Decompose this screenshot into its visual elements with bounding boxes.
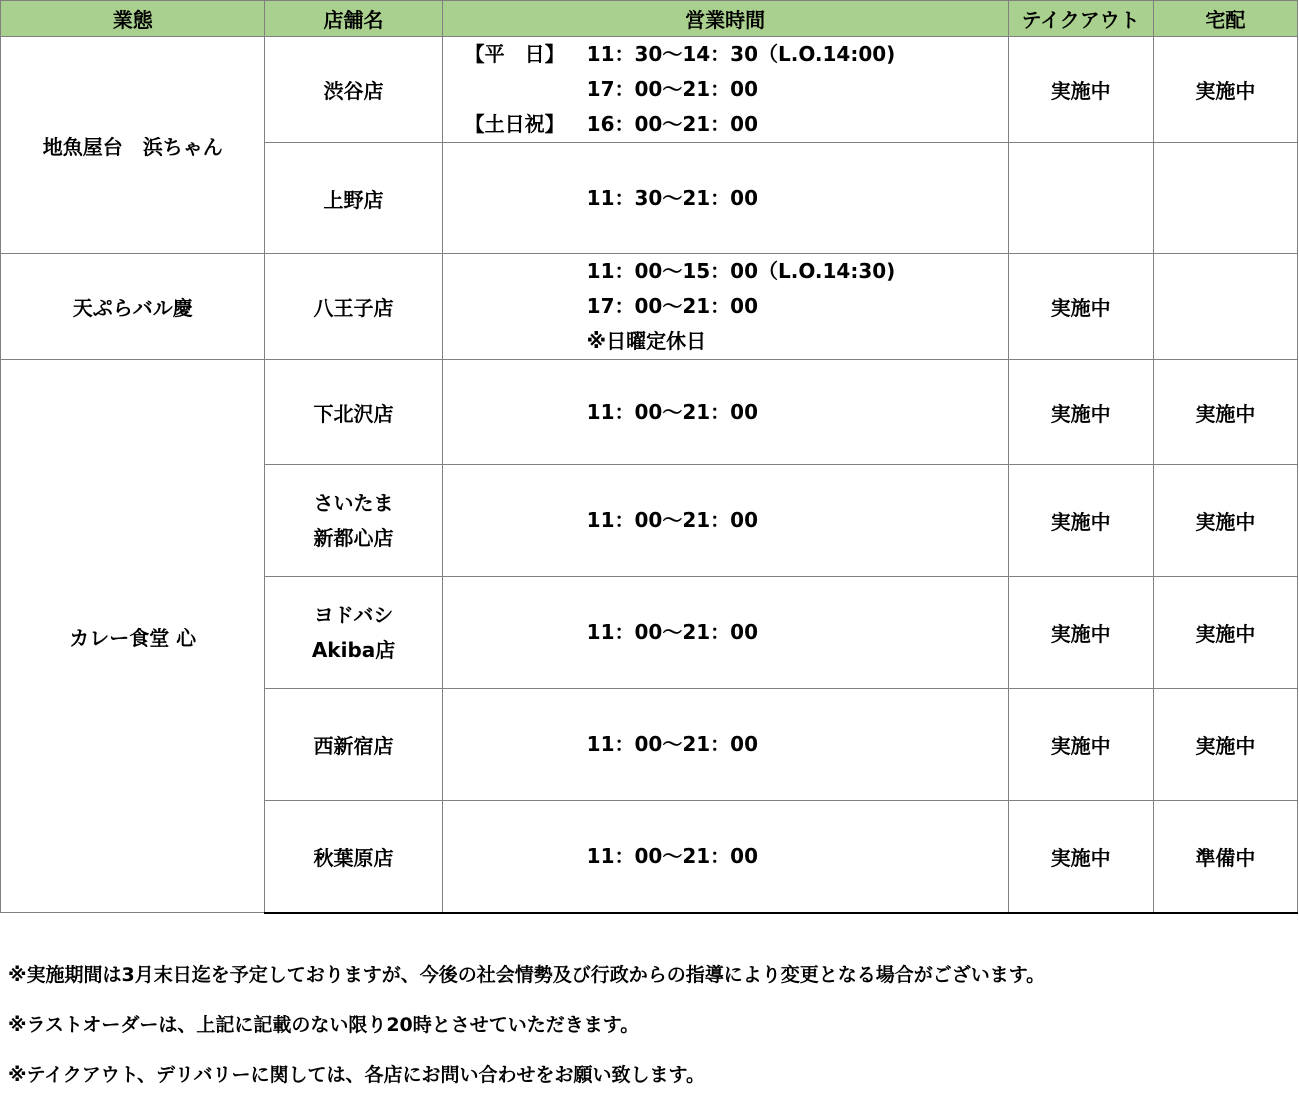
delivery-status: 実施中	[1153, 577, 1297, 689]
store-name: 上野店	[265, 143, 442, 254]
takeout-status: 実施中	[1008, 801, 1153, 913]
hours-cell	[442, 465, 1008, 577]
delivery-status: 実施中	[1153, 360, 1297, 465]
hours-time: 11：00～21：00	[586, 399, 758, 424]
hours-time: 11：30～21：00	[586, 185, 758, 210]
hours-time: 11：00～15：00（L.O.14:30)	[586, 259, 896, 283]
takeout-status: 実施中	[1008, 360, 1153, 465]
footnotes	[8, 950, 1045, 1100]
hours-time: 11：30～14：30（L.O.14:00)	[586, 42, 896, 66]
header-hours: 営業時間	[442, 1, 1008, 37]
takeout-status: 実施中	[1008, 689, 1153, 801]
hours-label: 【平 日】	[464, 42, 565, 66]
delivery-status: 準備中	[1153, 801, 1297, 913]
store-name-line: 新都心店	[313, 525, 394, 550]
header-store: 店舗名	[265, 1, 442, 37]
hours-cell	[442, 577, 1008, 689]
header-takeout: テイクアウト	[1008, 1, 1153, 37]
footnote: ※テイクアウト、デリバリーに関しては、各店にお問い合わせをお願い致します。	[8, 1064, 705, 1086]
hours-time: 16：00～21：00	[586, 112, 758, 136]
store-name: 渋谷店	[265, 37, 442, 143]
store-name: 八王子店	[265, 254, 442, 360]
hours-time: 17：00～21：00	[586, 294, 758, 318]
footnote: ※実施期間は3月末日迄を予定しておりますが、今後の社会情勢及び行政からの指導により変更となる場合がございます。	[8, 964, 1046, 986]
store-name	[265, 465, 442, 577]
takeout-status: 実施中	[1008, 577, 1153, 689]
brand-kei: 天ぷらバル慶	[1, 254, 265, 360]
takeout-status: 実施中	[1008, 465, 1153, 577]
delivery-status: 実施中	[1153, 689, 1297, 801]
footnote: ※ラストオーダーは、上記に記載のない限り20時とさせていただきます。	[8, 1014, 640, 1036]
table-row	[1, 360, 1298, 465]
brand-hamachan: 地魚屋台 浜ちゃん	[1, 37, 265, 254]
hours-cell	[442, 360, 1008, 465]
hours-time: 11：00～21：00	[586, 508, 758, 532]
header-delivery: 宅配	[1153, 1, 1297, 37]
hours-cell	[442, 37, 1008, 143]
table-row	[1, 37, 1298, 143]
store-name-line: さいたま	[313, 490, 394, 515]
hours-time: 11：00～21：00	[586, 732, 758, 756]
hours-cell	[442, 801, 1008, 913]
hours-time: 11：00～21：00	[586, 620, 758, 644]
hours-cell	[442, 254, 1008, 360]
hours-note: ※日曜定休日	[586, 329, 707, 353]
header-gyotai: 業態	[1, 1, 265, 37]
store-name: 秋葉原店	[265, 801, 442, 913]
delivery-status: 実施中	[1153, 37, 1297, 143]
store-name-line: Akiba店	[311, 637, 396, 662]
hours-cell	[442, 143, 1008, 254]
hours-time: 11：00～21：00	[586, 843, 758, 868]
delivery-status: 実施中	[1153, 465, 1297, 577]
store-name: 下北沢店	[265, 360, 442, 465]
hours-time: 17：00～21：00	[586, 77, 758, 101]
delivery-status	[1153, 143, 1297, 254]
takeout-status: 実施中	[1008, 254, 1153, 360]
delivery-status	[1153, 254, 1297, 360]
table-row	[1, 254, 1298, 360]
hours-cell	[442, 689, 1008, 801]
store-name: 西新宿店	[265, 689, 442, 801]
store-name	[265, 577, 442, 689]
takeout-status: 実施中	[1008, 37, 1153, 143]
header-row	[1, 1, 1298, 37]
hours-label: 【土日祝】	[464, 112, 565, 136]
takeout-status	[1008, 143, 1153, 254]
brand-kokoro: カレー食堂 心	[1, 360, 265, 913]
store-name-line: ヨドバシ	[313, 602, 394, 627]
